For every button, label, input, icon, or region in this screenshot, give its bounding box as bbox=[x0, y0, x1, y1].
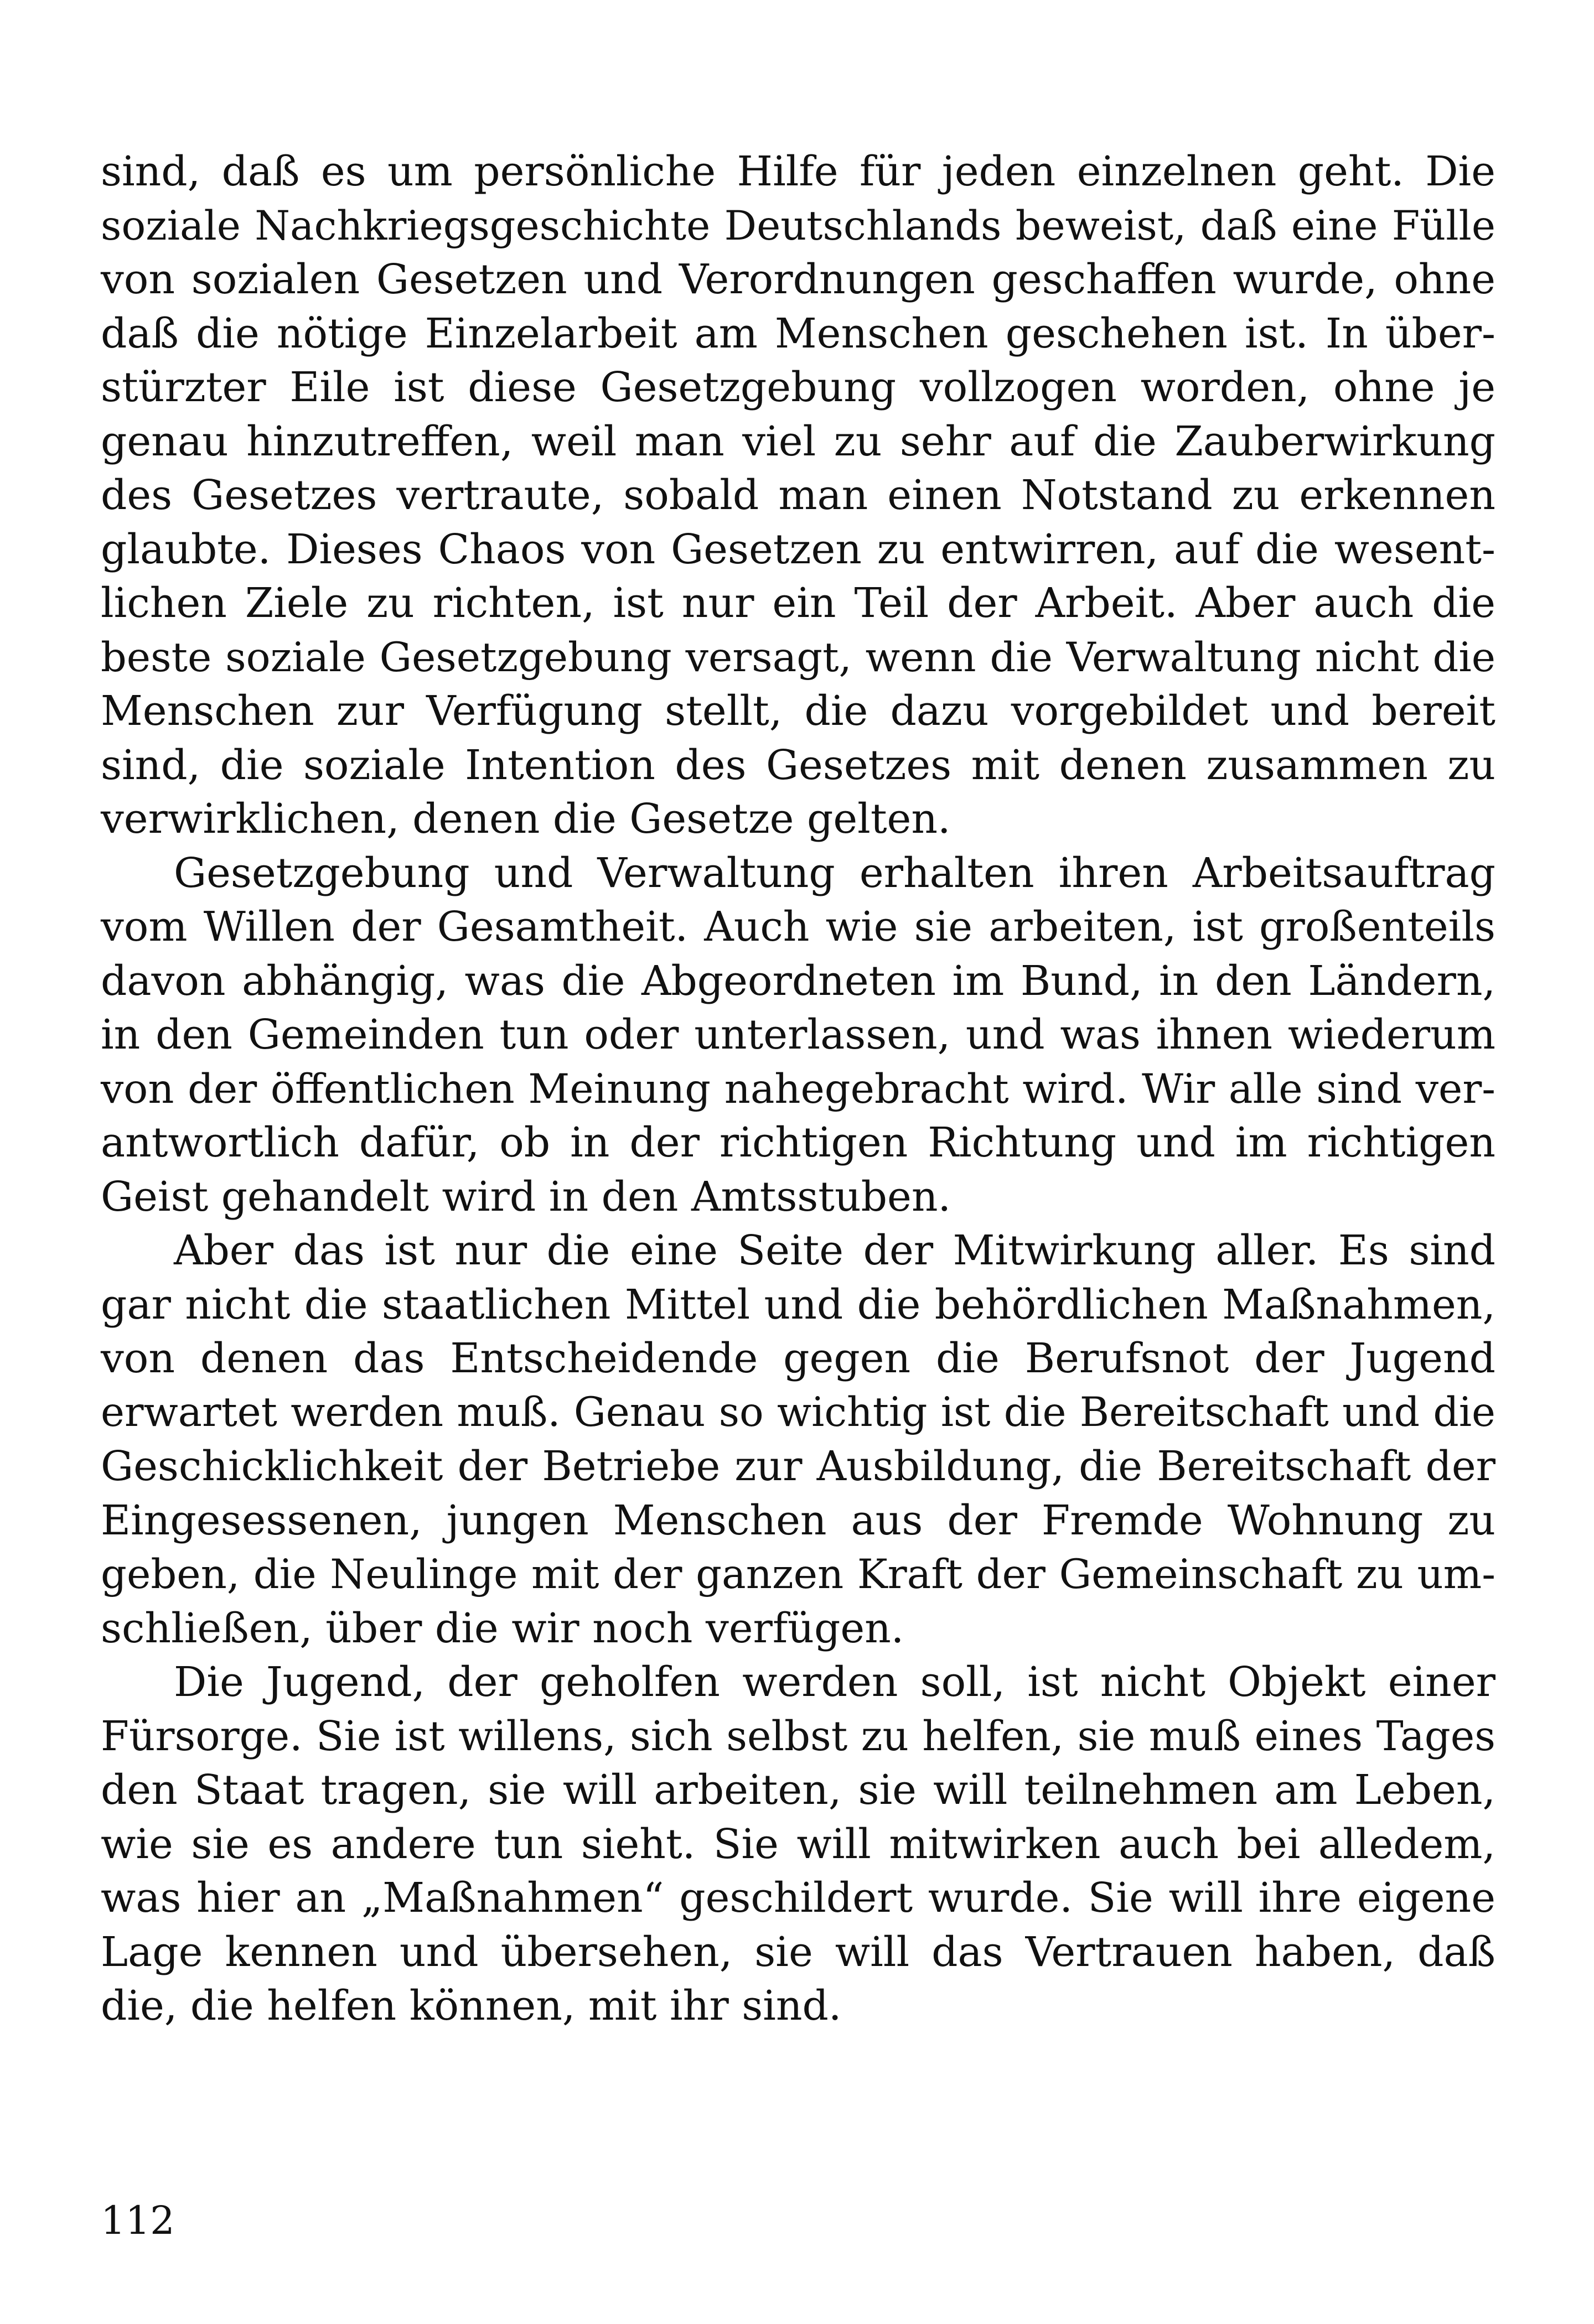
text-line: von der öffentlichen Meinung nahegebracht wird. Wir alle sind ver- bbox=[101, 1065, 1495, 1113]
text-line: die, die helfen können, mit ihr sind. bbox=[101, 1982, 842, 2030]
text-line: Geist gehandelt wird in den Amtsstuben. bbox=[101, 1173, 951, 1221]
text-line: genau hinzutreffen, weil man viel zu sehr auf die Zauberwirkung bbox=[101, 417, 1495, 465]
text-line: antwortlich dafür, ob in der richtigen Richtung und im richtigen bbox=[101, 1119, 1495, 1166]
text-line: lichen Ziele zu richten, ist nur ein Teil der Arbeit. Aber auch die bbox=[101, 579, 1495, 627]
text-line: verwirklichen, denen die Gesetze gelten. bbox=[101, 795, 951, 843]
text-line: was hier an „Maßnahmen“ geschildert wurde. Sie will ihre eigene bbox=[101, 1874, 1495, 1922]
text-line: sind, die soziale Intention des Gesetzes mit denen zusammen zu bbox=[101, 741, 1495, 789]
text-line: geben, die Neulinge mit der ganzen Kraft der Gemeinschaft zu um- bbox=[101, 1551, 1495, 1598]
text-line: Lage kennen und übersehen, sie will das Vertrauen haben, daß bbox=[101, 1928, 1495, 1976]
text-line: sind, daß es um persönliche Hilfe für jeden einzelnen geht. Die bbox=[101, 148, 1495, 195]
text-line: in den Gemeinden tun oder unterlassen, und was ihnen wiederum bbox=[101, 1011, 1495, 1059]
text-line: Eingesessenen, jungen Menschen aus der Fremde Wohnung zu bbox=[101, 1496, 1495, 1544]
text-line: Menschen zur Verfügung stellt, die dazu vorgebildet und bereit bbox=[101, 687, 1495, 735]
text-line: Fürsorge. Sie ist willens, sich selbst zu helfen, sie muß eines Tages bbox=[101, 1713, 1495, 1760]
text-line: Gesetzgebung und Verwaltung erhalten ihren Arbeitsauftrag bbox=[174, 849, 1495, 897]
text-line: stürzter Eile ist diese Gesetzgebung vollzogen worden, ohne je bbox=[101, 364, 1495, 411]
text-line: Geschicklichkeit der Betriebe zur Ausbildung, die Bereitschaft der bbox=[101, 1443, 1495, 1490]
text-line: schließen, über die wir noch verfügen. bbox=[101, 1604, 904, 1652]
page-number: 112 bbox=[101, 2198, 175, 2243]
text-line: Aber das ist nur die eine Seite der Mitwirkung aller. Es sind bbox=[174, 1227, 1495, 1274]
text-line: soziale Nachkriegsgeschichte Deutschlands beweist, daß eine Fülle bbox=[101, 202, 1495, 250]
text-line: den Staat tragen, sie will arbeiten, sie will teilnehmen am Leben, bbox=[101, 1766, 1495, 1814]
text-line: gar nicht die staatlichen Mittel und die behördlichen Maßnahmen, bbox=[101, 1280, 1495, 1329]
text-line: Die Jugend, der geholfen werden soll, ist nicht Objekt einer bbox=[174, 1658, 1495, 1706]
text-line: glaubte. Dieses Chaos von Gesetzen zu entwirren, auf die wesent- bbox=[101, 525, 1495, 573]
text-line: erwartet werden muß. Genau so wichtig ist die Bereitschaft und die bbox=[101, 1389, 1495, 1436]
text-line: wie sie es andere tun sieht. Sie will mitwirken auch bei alledem, bbox=[101, 1820, 1495, 1868]
text-line: vom Willen der Gesamtheit. Auch wie sie arbeiten, ist großenteils bbox=[101, 903, 1495, 951]
text-line: von denen das Entscheidende gegen die Berufsnot der Jugend bbox=[101, 1335, 1495, 1382]
text-line: davon abhängig, was die Abgeordneten im Bund, in den Ländern, bbox=[101, 957, 1495, 1005]
paragraph-4 bbox=[101, 1656, 1495, 2034]
paragraph-3 bbox=[101, 1224, 1495, 1656]
paragraph-2 bbox=[101, 847, 1495, 1225]
text-line: von sozialen Gesetzen und Verordnungen geschaffen wurde, ohne bbox=[101, 256, 1495, 303]
paragraph-1 bbox=[101, 145, 1495, 847]
text-line: daß die nötige Einzelarbeit am Menschen geschehen ist. In über- bbox=[101, 309, 1495, 357]
text-line: des Gesetzes vertraute, sobald man einen Notstand zu erkennen bbox=[101, 471, 1495, 519]
text-line: beste soziale Gesetzgebung versagt, wenn die Verwaltung nicht die bbox=[101, 634, 1495, 681]
body-text bbox=[101, 145, 1495, 2034]
